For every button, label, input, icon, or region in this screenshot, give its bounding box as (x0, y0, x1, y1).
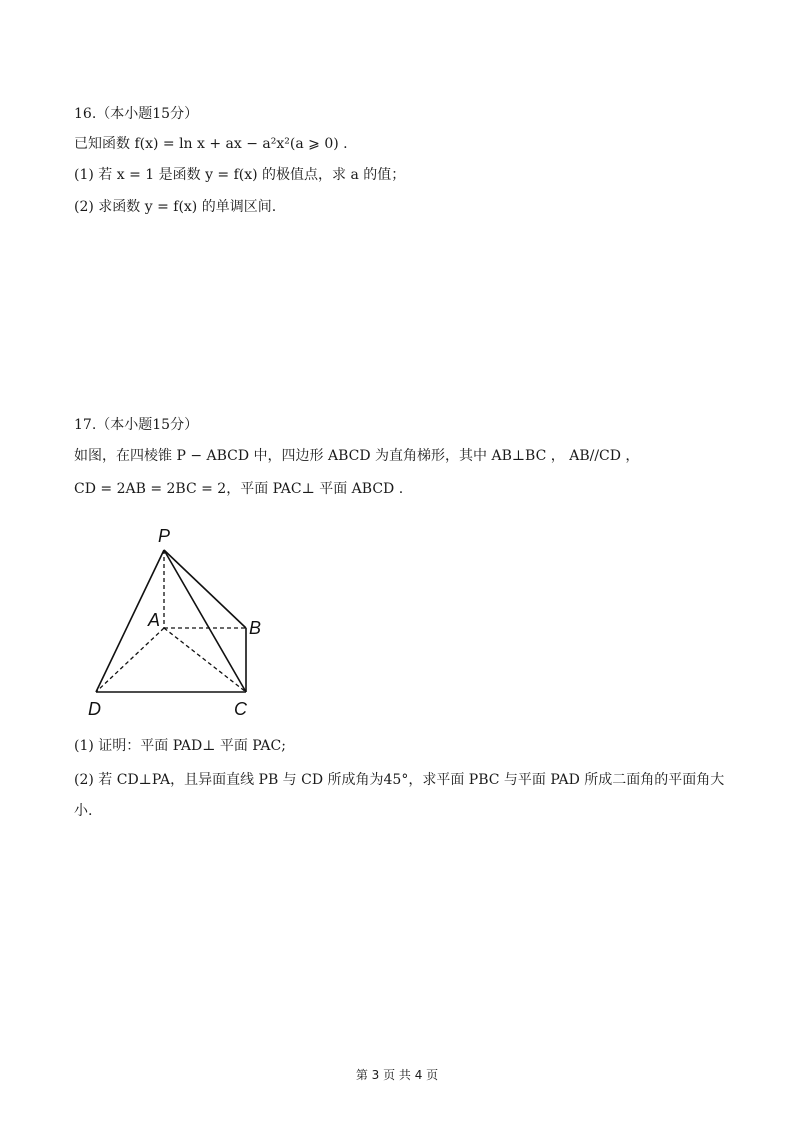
vertex-label-C: C (234, 699, 247, 719)
page-footer: 第 3 页 共 4 页 (355, 1068, 439, 1082)
vertex-label-P: P (158, 526, 171, 546)
problem-16-part-2: (2) 求函数 y = f(x) 的单调区间. (74, 199, 277, 215)
vertex-label-A: A (148, 610, 161, 630)
edge-AD (96, 628, 164, 692)
problem-16-part-1: (1) 若 x = 1 是函数 y = f(x) 的极值点，求 a 的值； (74, 167, 406, 183)
problem-17-part-1: (1) 证明：平面 PAD⊥ 平面 PAC; (74, 738, 286, 754)
problem-17-statement-line-2: CD = 2AB = 2BC = 2，平面 PAC⊥ 平面 ABCD . (74, 481, 404, 497)
problem-17-statement-line-1: 如图，在四棱锥 P − ABCD 中，四边形 ABCD 为直角梯形，其中 AB⊥BC ， AB//CD ， (74, 448, 640, 464)
vertex-label-D: D (88, 699, 101, 719)
edge-PC (164, 550, 246, 692)
pyramid-figure (84, 520, 274, 725)
vertex-label-B: B (249, 618, 262, 638)
edge-AC (164, 628, 246, 692)
edge-PB (164, 550, 246, 628)
problem-17-header: 17.（本小题15分） (74, 417, 199, 433)
problem-16-given: 已知函数 f(x) = ln x + ax − a²x²(a ⩾ 0) . (74, 136, 348, 152)
problem-17-part-2-line-2: 小. (74, 803, 93, 819)
problem-16-header: 16.（本小题15分） (74, 106, 199, 122)
problem-17-part-2-line-1: (2) 若 CD⊥PA，且异面直线 PB 与 CD 所成角为45°，求平面 PBC 与平面 PAD 所成二面角的平面角大 (74, 772, 725, 788)
